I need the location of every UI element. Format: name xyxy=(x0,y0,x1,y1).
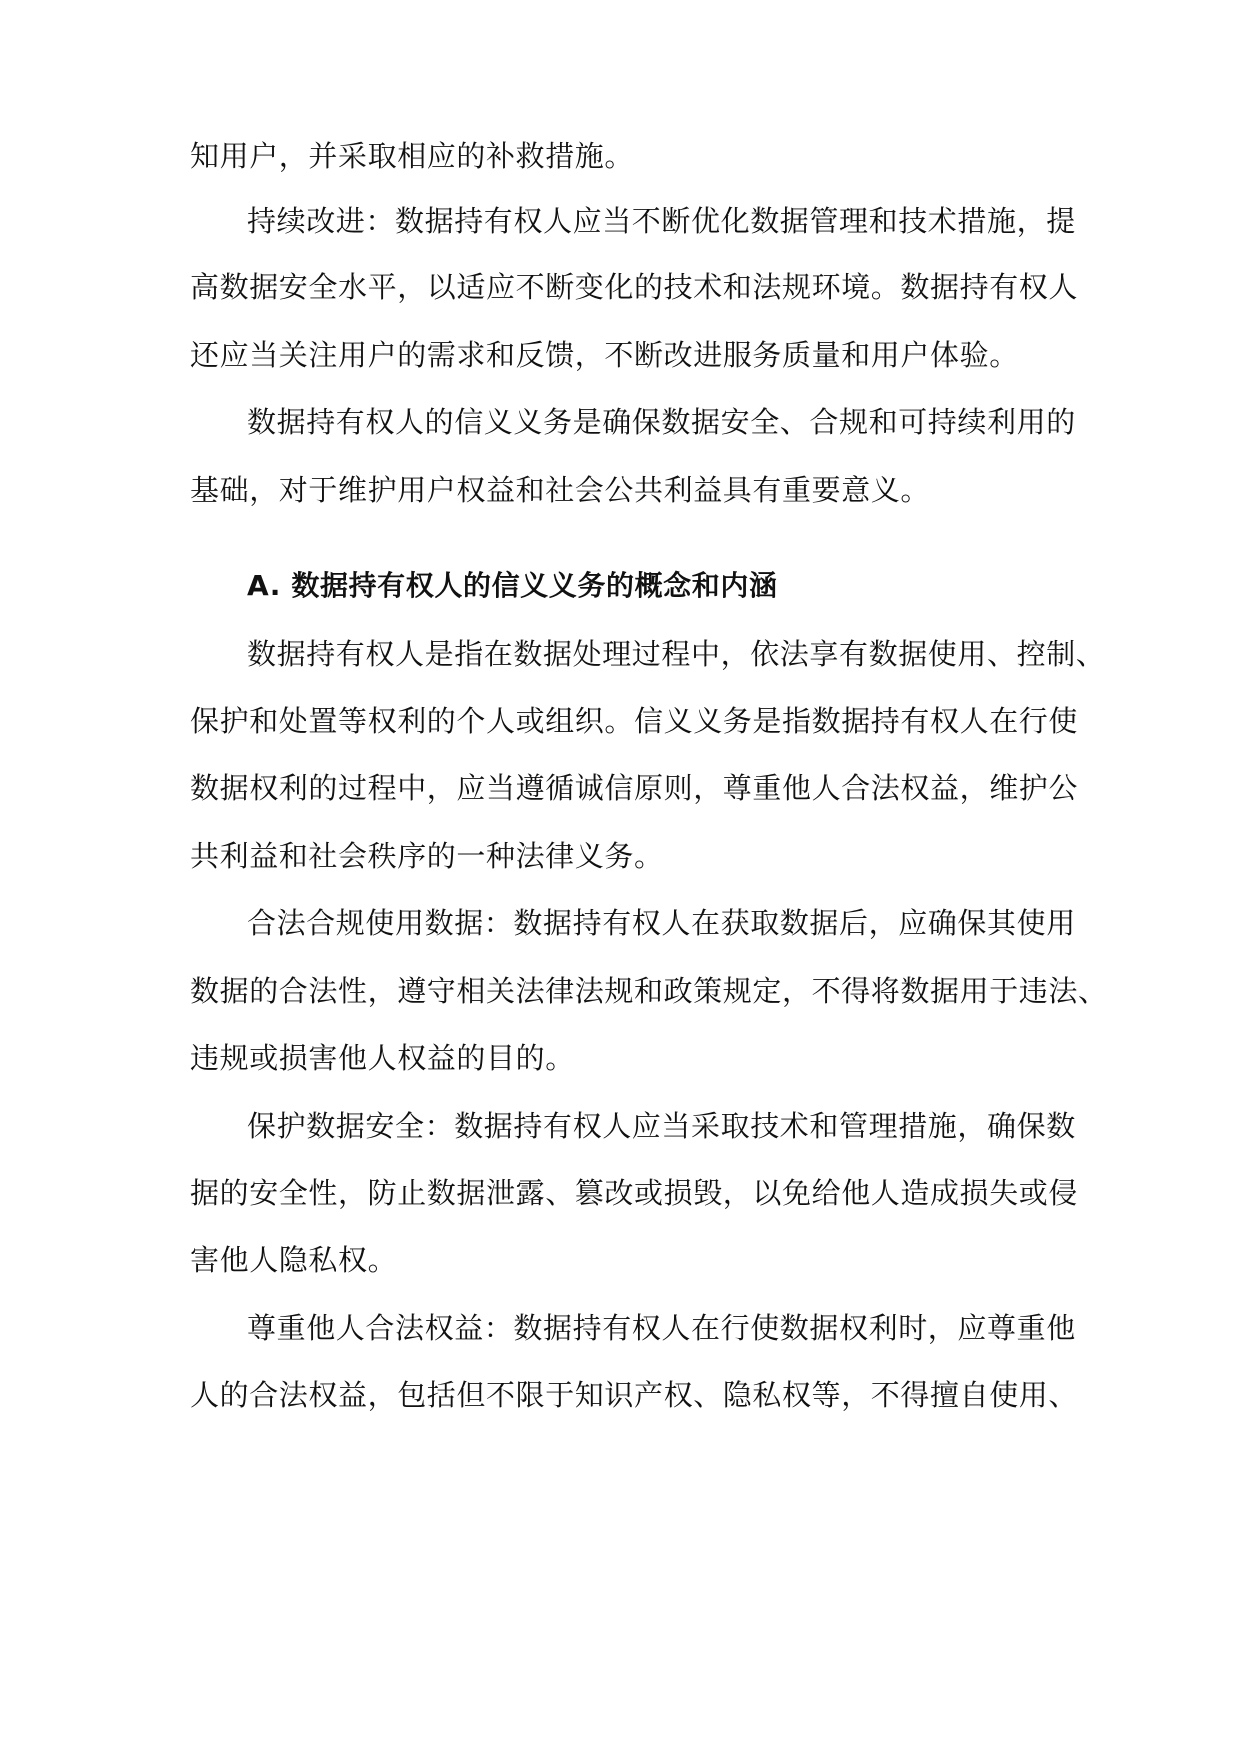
text-line: 人的合法权益，包括但不限于知识产权、隐私权等，不得擅自使用、 xyxy=(190,1378,1079,1412)
text-line: 数据的合法性，遵守相关法律法规和政策规定，不得将数据用于违法、 xyxy=(190,974,1108,1008)
text-line: 害他人隐私权。 xyxy=(190,1243,398,1277)
text-line: 据的安全性，防止数据泄露、篡改或损毁，以免给他人造成损失或侵 xyxy=(190,1176,1079,1210)
paragraph-first-line: 数据持有权人的信义义务是确保数据安全、合规和可持续利用的 xyxy=(247,405,1076,439)
text-line: 违规或损害他人权益的目的。 xyxy=(190,1041,575,1075)
paragraph-first-line: 持续改进：数据持有权人应当不断优化数据管理和技术措施，提 xyxy=(247,204,1076,238)
section-heading: A. 数据持有权人的信义义务的概念和内涵 xyxy=(247,569,778,602)
text-line: 高数据安全水平，以适应不断变化的技术和法规环境。数据持有权人 xyxy=(190,270,1079,304)
text-line: 基础，对于维护用户权益和社会公共利益具有重要意义。 xyxy=(190,473,931,507)
text-line: 知用户，并采取相应的补救措施。 xyxy=(190,139,635,173)
paragraph-first-line: 保护数据安全：数据持有权人应当采取技术和管理措施，确保数 xyxy=(247,1109,1076,1143)
paragraph-first-line: 合法合规使用数据：数据持有权人在获取数据后，应确保其使用 xyxy=(247,906,1076,940)
text-line: 保护和处置等权利的个人或组织。信义义务是指数据持有权人在行使 xyxy=(190,704,1079,738)
text-line: 共利益和社会秩序的一种法律义务。 xyxy=(190,839,664,873)
paragraph-first-line: 数据持有权人是指在数据处理过程中，依法享有数据使用、控制、 xyxy=(247,637,1106,671)
text-line: 还应当关注用户的需求和反馈，不断改进服务质量和用户体验。 xyxy=(190,338,1019,372)
text-line: 数据权利的过程中，应当遵循诚信原则，尊重他人合法权益，维护公 xyxy=(190,771,1079,805)
paragraph-first-line: 尊重他人合法权益：数据持有权人在行使数据权利时，应尊重他 xyxy=(247,1311,1076,1345)
